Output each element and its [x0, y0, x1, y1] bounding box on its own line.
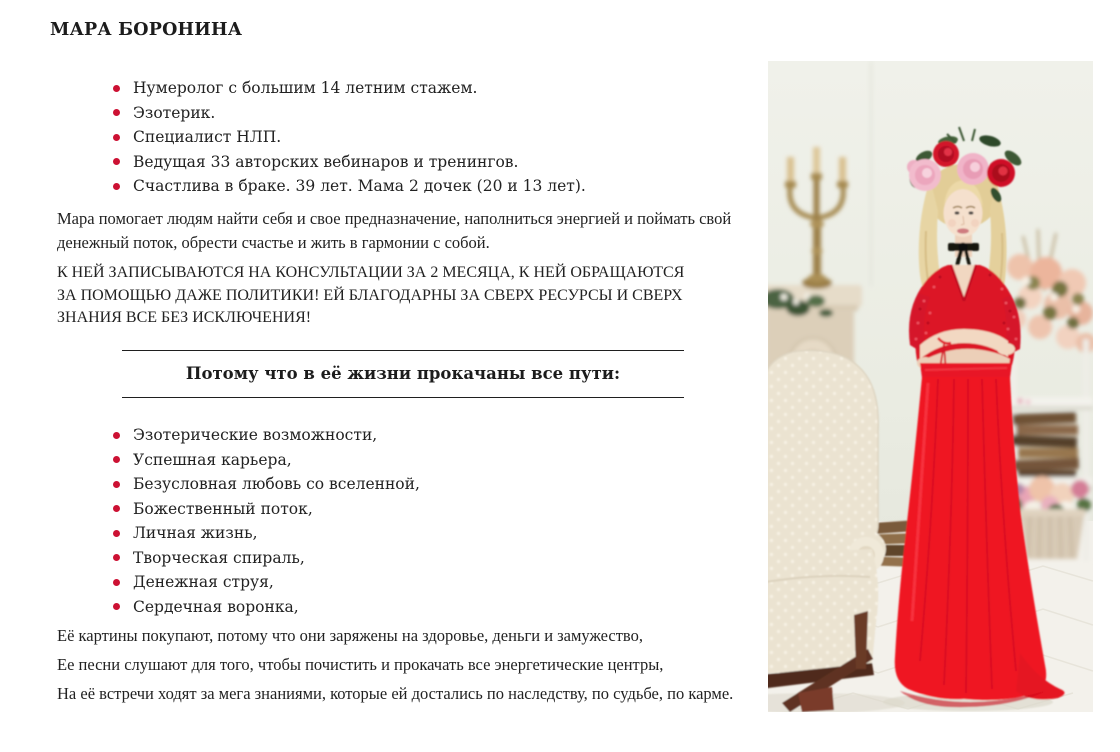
paths-heading: Потому что в её жизни прокачаны все пути:: [185, 364, 621, 383]
closing-paragraph: Ее песни слушают для того, чтобы почистить и прокачать все энергетические центры,: [57, 655, 664, 674]
list-item: [113, 521, 420, 546]
page-title: МАРА БОРОНИНА: [50, 20, 243, 40]
intro-paragraph: Мара помогает людям найти себя и свое предназначение, наполниться энергией и поймать свой денежный поток, обрести счастье и жить в гармонии с собой.: [57, 209, 732, 252]
paths-bullet-list: [113, 423, 420, 619]
bullet-icon: [113, 183, 120, 190]
list-item: [113, 76, 586, 101]
bullet-icon: [113, 85, 120, 92]
list-item: [113, 150, 586, 175]
list-item-text: Счастлива в браке. 39 лет. Мама 2 дочек (20 и 13 лет).: [133, 177, 586, 196]
list-item: [113, 101, 586, 126]
divider-bottom: [122, 397, 684, 398]
list-item: [113, 595, 420, 620]
list-item: [113, 570, 420, 595]
armchair: [768, 351, 886, 713]
list-item-text: Творческая спираль,: [133, 548, 305, 567]
bullet-icon: [113, 530, 120, 537]
bullet-icon: [113, 603, 120, 610]
highlight-line: ЗНАНИЯ ВСЕ БЕЗ ИСКЛЮЧЕНИЯ!: [57, 309, 312, 326]
divider-top: [122, 350, 684, 351]
bullet-icon: [113, 134, 120, 141]
bullet-icon: [113, 505, 120, 512]
bullet-icon: [113, 432, 120, 439]
list-item-text: Специалист НЛП.: [133, 128, 282, 147]
list-item-text: Сердечная воронка,: [133, 597, 299, 616]
list-item-text: Успешная карьера,: [133, 450, 292, 469]
highlight-line: К НЕЙ ЗАПИСЫВАЮТСЯ НА КОНСУЛЬТАЦИИ ЗА 2 МЕСЯЦА, К НЕЙ ОБРАЩАЮТСЯ: [57, 264, 685, 281]
bullet-icon: [113, 579, 120, 586]
closing-paragraph: На её встречи ходят за мега знаниями, которые ей достались по наследству, по судьбе, по карме.: [57, 684, 734, 703]
closing-paragraphs: [57, 624, 759, 711]
list-item-text: Нумеролог с большим 14 летним стажем.: [133, 79, 478, 98]
highlight-paragraph: [57, 262, 757, 330]
list-item: [113, 174, 586, 199]
paths-heading-block: [122, 350, 684, 398]
bullet-icon: [113, 456, 120, 463]
list-item-text: Безусловная любовь со вселенной,: [133, 475, 420, 494]
list-item-text: Божественный поток,: [133, 499, 313, 518]
list-item: [113, 546, 420, 571]
bullet-icon: [113, 109, 120, 116]
bullet-icon: [113, 554, 120, 561]
list-item: [113, 448, 420, 473]
list-item-text: Эзотерик.: [133, 103, 216, 122]
list-item: [113, 472, 420, 497]
list-item: [113, 125, 586, 150]
bullet-icon: [113, 481, 120, 488]
highlight-line: ЗА ПОМОЩЬЮ ДАЖЕ ПОЛИТИКИ! ЕЙ БЛАГОДАРНЫ ЗА СВЕРХ РЕСУРСЫ И СВЕРХ: [57, 286, 683, 304]
list-item: [113, 497, 420, 522]
list-item-text: Эзотерические возможности,: [133, 426, 378, 445]
list-item-text: Денежная струя,: [133, 573, 274, 592]
closing-paragraph: Её картины покупают, потому что они заряжены на здоровье, деньги и замужество,: [57, 626, 643, 645]
profile-bullet-list: [113, 76, 586, 199]
list-item: [113, 423, 420, 448]
bullet-icon: [113, 158, 120, 165]
list-item-text: Ведущая 33 авторских вебинаров и тренингов.: [133, 152, 519, 171]
list-item-text: Личная жизнь,: [133, 524, 258, 543]
portrait-photo: [768, 61, 1093, 712]
